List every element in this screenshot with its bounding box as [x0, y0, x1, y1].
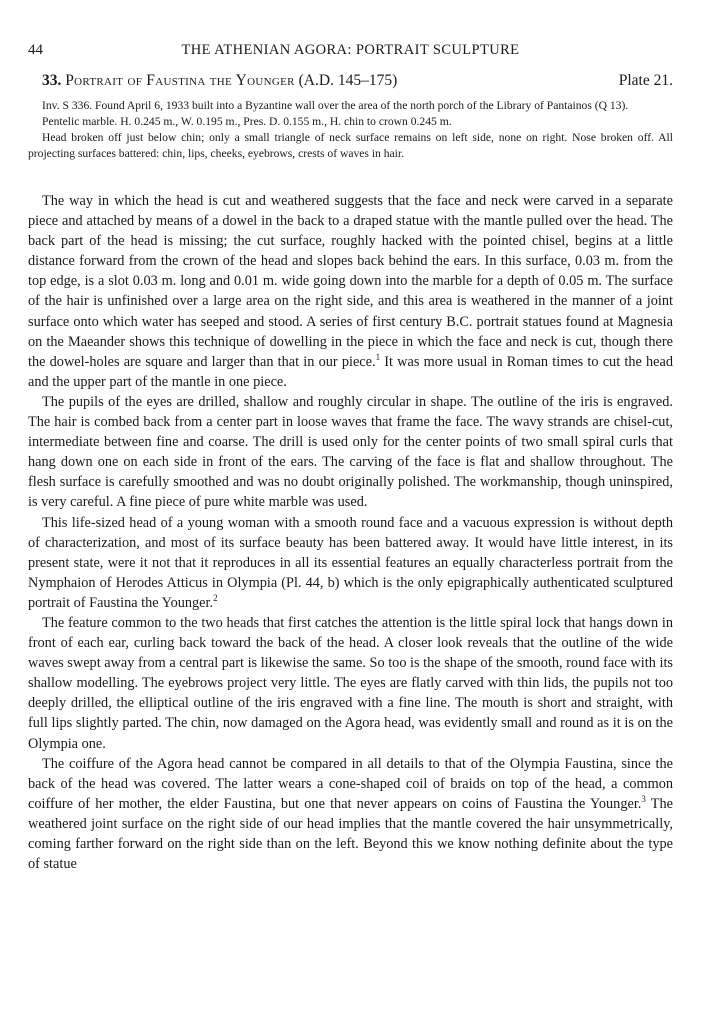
- body-text: [28, 191, 673, 874]
- paragraph-1-text: The way in which the head is cut and weathered suggests that the face and neck were carved in a separate piece and attached by means of a dowel in the back to a draped statue with the mantle pulled over the head. The back part of the head is missing; the cut surface, roughly hacked with the pointed chisel, begins at a little distance forward from the crown of the head and slopes back behind the ears. In this surface, 0.03 m. from the top edge, is a slot 0.03 m. long and 0.01 m. wide going down into the marble for a depth of 0.05 m. The surface of the hair is unfinished over a large area on the right side, and this area is weathered in the manner of a joint surface onto which water has seeped and stood. A series of first century B.C. portrait statues found at Magnesia on the Maeander shows this technique of dowelling in the piece in which the face and neck is cut, though there the dowel-holes are square and larger than that in our piece.: [28, 193, 673, 370]
- paragraph-3: [28, 513, 673, 613]
- plate-reference: Plate 21.: [618, 72, 673, 89]
- footnote-ref-3: 3: [641, 794, 646, 805]
- catalog-entry: [28, 98, 673, 162]
- paragraph-3-text: This life-sized head of a young woman with a smooth round face and a vacuous expression is without depth of characterization, and most of its surface beauty has been battered away. It would have little interest, in its present state, were it not that it reproduces in all its essential features an equally characterless portrait from the Nymphaion of Herodes Atticus in Olympia (Pl. 44, b) which is the only epigraphically authenticated sculptured portrait of Faustina the Younger.: [28, 514, 673, 611]
- entry-heading: [42, 72, 673, 92]
- paragraph-5-text: The coiffure of the Agora head cannot be compared in all details to that of the Olympia Faustina, since the back of the head was covered. The latter wears a cone-shaped coil of braids on top of the head, a common coiffure of her mother, the elder Faustina, but one that never appears on coins of Faustina the Younger.: [28, 755, 673, 812]
- entry-date: (A.D. 145–175): [298, 72, 398, 89]
- paragraph-1-tail: It was more usual in Roman times to cut the head and the upper part of the mantle in one piece.: [28, 353, 673, 390]
- running-title: THE ATHENIAN AGORA: PORTRAIT SCULPTURE: [181, 42, 520, 58]
- catalog-condition: Head broken off just below chin; only a small triangle of neck surface remains on left side, none on right. Nose broken off. All projecting surfaces battered: chin, lips, cheeks, eyebrows, crests of waves in hair.: [28, 131, 673, 160]
- paragraph-4: The feature common to the two heads that first catches the attention is the little spiral lock that hangs down in front of each ear, curling back toward the back of the head. A closer look reveals that the outline of the wide waves swept away from a central part is likewise the same. So too is the shape of the smooth, round face with its shallow modelling. The eyebrows project very little. The eyes are flatly carved with thin lids, the pupils not too deeply drilled, the elliptical outline of the iris engraved with a fine line. The mouth is short and straight, with full lips slightly parted. The chin, now damaged on the Agora head, was evidently small and round as it is on the Olympia one.: [28, 614, 673, 752]
- paragraph-2: The pupils of the eyes are drilled, shallow and roughly circular in shape. The outline of the iris is engraved. The hair is combed back from a center part in loose waves that frame the face. The wavy strands are chisel-cut, intermediate between fine and coarse. The drill is used only for the center points of two small spiral curls that hang down one on each side in front of the ears. The carving of the face is flat and shallow throughout. The flesh surface is carefully smoothed and was no doubt originally polished. The workmanship, though uninspired, is very careful. A fine piece of pure white marble was used.: [28, 393, 673, 511]
- entry-number: 33.: [42, 72, 62, 89]
- footnote-ref-2: 2: [213, 593, 218, 604]
- paragraph-5: [28, 754, 673, 875]
- paragraph-5-tail: The weathered joint surface on the right side of our head implies that the mantle covered the hair unsymmetrically, coming farther forward on the right side than on the left. Beyond this we know nothing definite about the type of statue: [28, 795, 674, 873]
- footnote-ref-1: 1: [375, 351, 381, 362]
- paragraph-1: [28, 191, 673, 392]
- running-head: [28, 42, 673, 62]
- entry-title: Portrait of Faustina the Younger: [65, 72, 295, 89]
- page-number: 44: [28, 42, 43, 58]
- catalog-inventory: Inv. S 336. Found April 6, 1933 built into a Byzantine wall over the area of the north porch of the Library of Pantainos (Q 13).: [42, 99, 629, 112]
- catalog-material: Pentelic marble. H. 0.245 m., W. 0.195 m., Pres. D. 0.155 m., H. chin to crown 0.245 m.: [42, 115, 452, 128]
